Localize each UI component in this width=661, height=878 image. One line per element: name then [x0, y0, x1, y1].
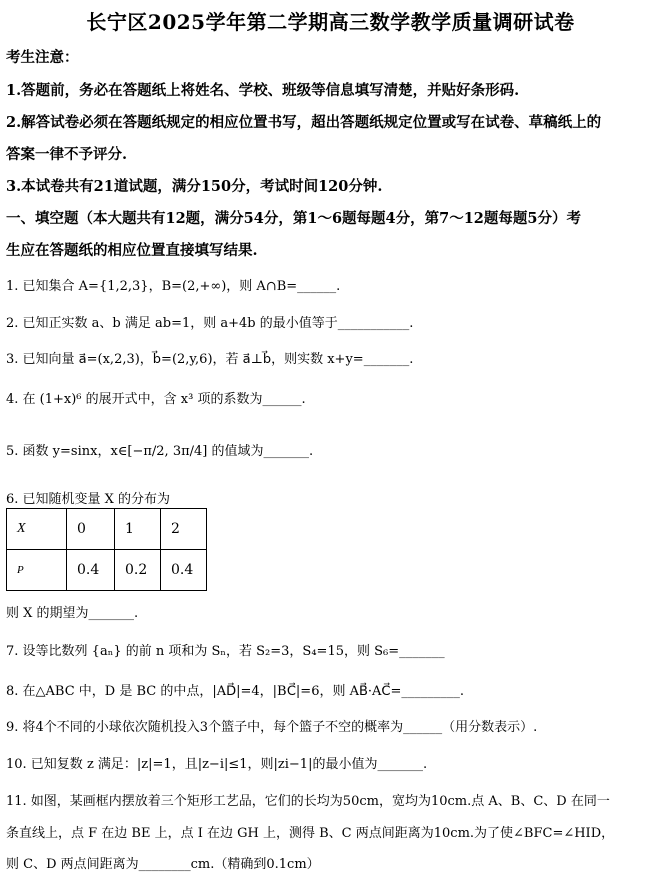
- question-8: 8. 在△ABC 中，D 是 BC 的中点，|AD⃗|=4，|BC⃗|=6，则 AB⃗·AC⃗=_________.: [6, 684, 465, 699]
- table-cell: 0.4: [67, 550, 115, 591]
- question-7: 7. 设等比数列 {aₙ} 的前 n 项和为 Sₙ，若 S₂=3，S₄=15，则 S₆=_______: [6, 644, 445, 659]
- section-1-heading-line-1: 一、填空题（本大题共有12题，满分54分，第1～6题每题4分，第7～12题每题5分）考: [6, 210, 581, 227]
- question-6-expectation: 则 X 的期望为_______.: [6, 606, 139, 621]
- notice-item-3: 3.本试卷共有21道试题，满分150分，考试时间120分钟.: [6, 178, 383, 195]
- notice-item-2-line-2: 答案一律不予评分.: [6, 146, 128, 163]
- question-3: 3. 已知向量 a⃗=(x,2,3)，b⃗=(2,y,6)，若 a⃗⊥b⃗，则实数 x+y=_______.: [6, 352, 414, 367]
- notice-item-2-line-1: 2.解答试卷必须在答题纸规定的相应位置书写，超出答题纸规定位置或写在试卷、草稿纸上的: [6, 114, 602, 131]
- table-cell: 0.4: [161, 550, 207, 591]
- notice-heading: 考生注意：: [6, 49, 79, 66]
- table-cell: 0: [67, 509, 115, 550]
- table-cell: 1: [115, 509, 161, 550]
- question-9: 9. 将4个不同的小球依次随机投入3个篮子中，每个篮子不空的概率为______（用分数表示）.: [6, 720, 538, 735]
- question-6: 6. 已知随机变量 X 的分布为: [6, 492, 171, 507]
- table-cell: 2: [161, 509, 207, 550]
- distribution-table: [6, 508, 207, 591]
- question-4: 4. 在 (1+x)⁶ 的展开式中，含 x³ 项的系数为______.: [6, 392, 306, 407]
- table-row: [7, 550, 207, 591]
- table-cell: X: [7, 509, 67, 550]
- notice-item-1: 1.答题前，务必在答题纸上将姓名、学校、班级等信息填写清楚，并贴好条形码.: [6, 82, 520, 99]
- question-5: 5. 函数 y=sinx，x∈[−π/2, 3π/4] 的值域为_______.: [6, 444, 314, 459]
- question-11-line-2: 条直线上，点 F 在边 BE 上，点 I 在边 GH 上，测得 B、C 两点间距离为10cm.为了使∠BFC=∠HID，: [6, 826, 615, 841]
- table-row: [7, 509, 207, 550]
- table-cell: P: [7, 550, 67, 591]
- question-2: 2. 已知正实数 a、b 满足 ab=1，则 a+4b 的最小值等于___________.: [6, 316, 414, 331]
- exam-title: 长宁区2025学年第二学期高三数学教学质量调研试卷: [86, 10, 575, 34]
- section-1-heading-line-2: 生应在答题纸的相应位置直接填写结果.: [6, 242, 258, 259]
- question-11-line-1: 11. 如图，某画框内摆放着三个矩形工艺品，它们的长均为50cm，宽均为10cm.点 A、B、C、D 在同一: [6, 794, 610, 809]
- question-11-line-3: 则 C、D 两点间距离为________cm.（精确到0.1cm）: [6, 857, 320, 872]
- question-1: 1. 已知集合 A={1,2,3}，B=(2,+∞)，则 A∩B=______.: [6, 279, 341, 294]
- table-cell: 0.2: [115, 550, 161, 591]
- question-10: 10. 已知复数 z 满足：|z|=1，且|z−i|≤1，则|zi−1|的最小值为_______.: [6, 757, 428, 772]
